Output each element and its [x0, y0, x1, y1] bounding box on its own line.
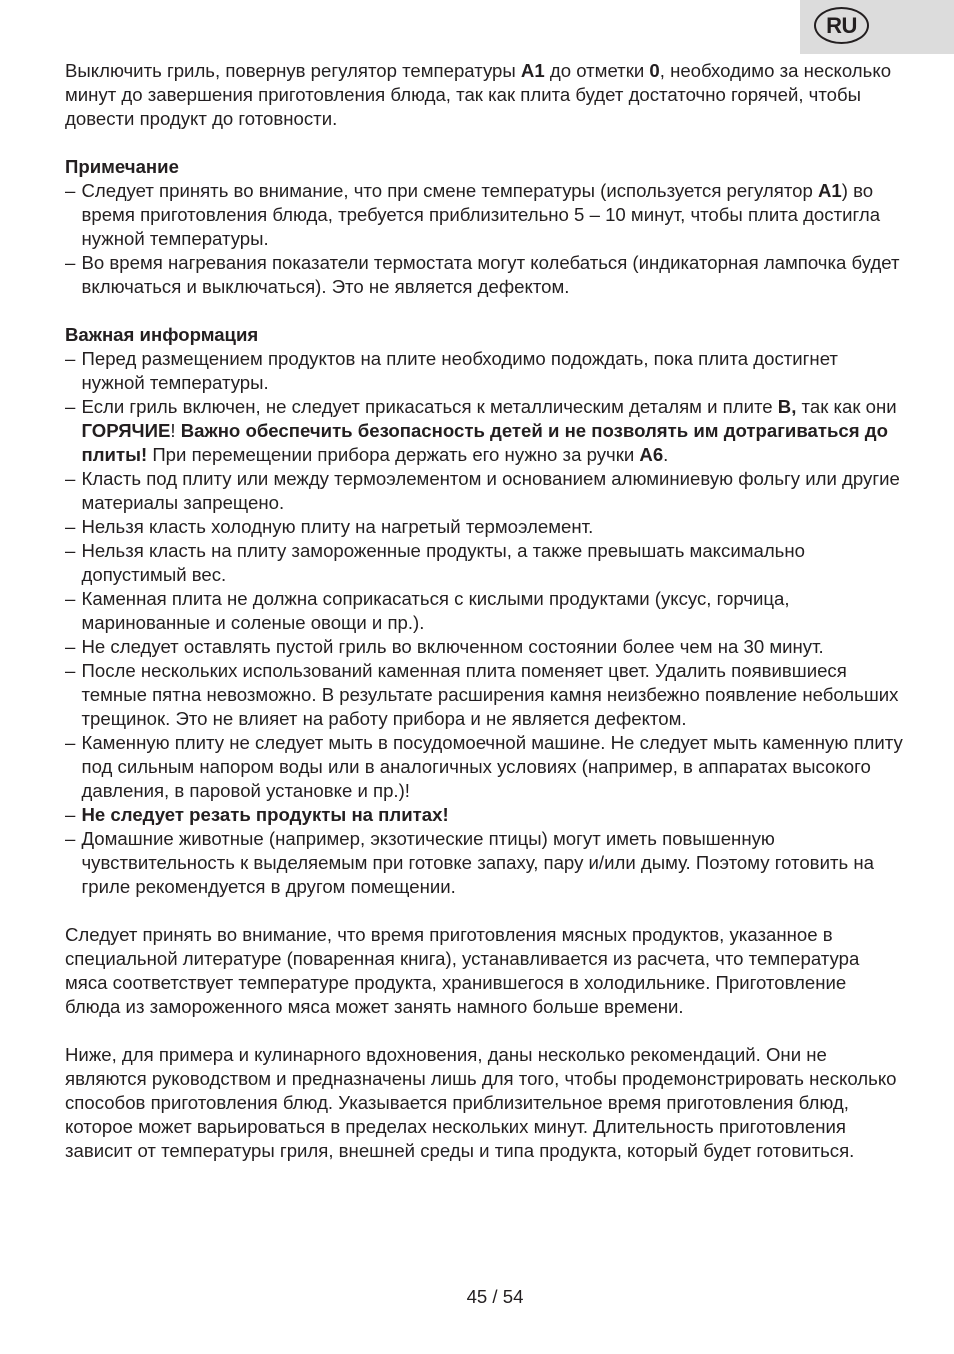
list-item: – Не следует оставлять пустой гриль во включенном состоянии более чем на 30 минут.: [65, 635, 905, 659]
note-heading: Примечание: [65, 156, 179, 177]
important-list: [65, 347, 905, 899]
list-item: – Каменная плита не должна соприкасаться с кислыми продуктами (уксус, горчица, маринованные и соленые овощи и пр.).: [65, 587, 905, 635]
intro-paragraph: Выключить гриль, повернув регулятор температуры A1 до отметки 0, необходимо за несколько минут до завершения приготовления блюда, так как плита будет достаточно горячей, чтобы довести продукт до готовности.: [65, 60, 892, 129]
recommendations-paragraph: Ниже, для примера и кулинарного вдохновения, даны несколько рекомендаций. Они не являются руководством и предназначены лишь для того, чтобы продемонстрировать несколько способов приготовления блюд. Указывается приблизительное время приготовления блюд, которое может варьироваться в пределах нескольких минут. Длительность приготовления зависит от температуры гриля, внешней среды и типа продукта, который будет готовиться.: [65, 1044, 897, 1161]
list-item: – После нескольких использований каменная плита поменяет цвет. Удалить появившиеся темные пятна невозможно. В результате расширения камня неизбежно появление небольших трещинок. Это не влияет на работу прибора и не является дефектом.: [65, 659, 905, 731]
note-list: [65, 179, 905, 299]
language-badge: RU: [814, 7, 869, 44]
list-item: – Во время нагревания показатели термостата могут колебаться (индикаторная лампочка будет включаться и выключаться). Это не является дефектом.: [65, 251, 905, 299]
list-item: – Не следует резать продукты на плитах!: [65, 803, 905, 827]
list-item: – Нельзя класть холодную плиту на нагретый термоэлемент.: [65, 515, 905, 539]
page-number: 45 / 54: [466, 1286, 524, 1307]
important-heading: Важная информация: [65, 324, 259, 345]
language-tab: [800, 0, 954, 54]
list-item: – Каменную плиту не следует мыть в посудомоечной машине. Не следует мыть каменную плиту под сильным напором воды или в аналогичных условиях (например, в аппаратах высокого давления, в паровой установке и пр.)!: [65, 731, 905, 803]
list-item: – Если гриль включен, не следует прикасаться к металлическим деталям и плите B, так как они ГОРЯЧИЕ! Важно обеспечить безопасность детей и не позволять им дотрагиваться до плиты! При перемещении прибора держать его нужно за ручки A6.: [65, 395, 905, 467]
list-item: – Следует принять во внимание, что при смене температуры (используется регулятор A1) во время приготовления блюда, требуется приблизительно 5 – 10 минут, чтобы плита достигла нужной температуры.: [65, 179, 905, 251]
list-item: – Нельзя класть на плиту замороженные продукты, а также превышать максимально допустимый вес.: [65, 539, 905, 587]
list-item: – Перед размещением продуктов на плите необходимо подождать, пока плита достигнет нужной температуры.: [65, 347, 905, 395]
document-body: [65, 59, 905, 1163]
meat-paragraph: Следует принять во внимание, что время приготовления мясных продуктов, указанное в специальной литературе (поваренная книга), устанавливается из расчета, что температура мяса соответствует температуре продукта, хранившегося в холодильнике. Приготовление блюда из замороженного мяса может занять намного больше времени.: [65, 924, 860, 1017]
list-item: – Класть под плиту или между термоэлементом и основанием алюминиевую фольгу или другие материалы запрещено.: [65, 467, 905, 515]
list-item: – Домашние животные (например, экзотические птицы) могут иметь повышенную чувствительность к выделяемым при готовке запаху, пару и/или дыму. Поэтому готовить на гриле рекомендуется в другом помещении.: [65, 827, 905, 899]
